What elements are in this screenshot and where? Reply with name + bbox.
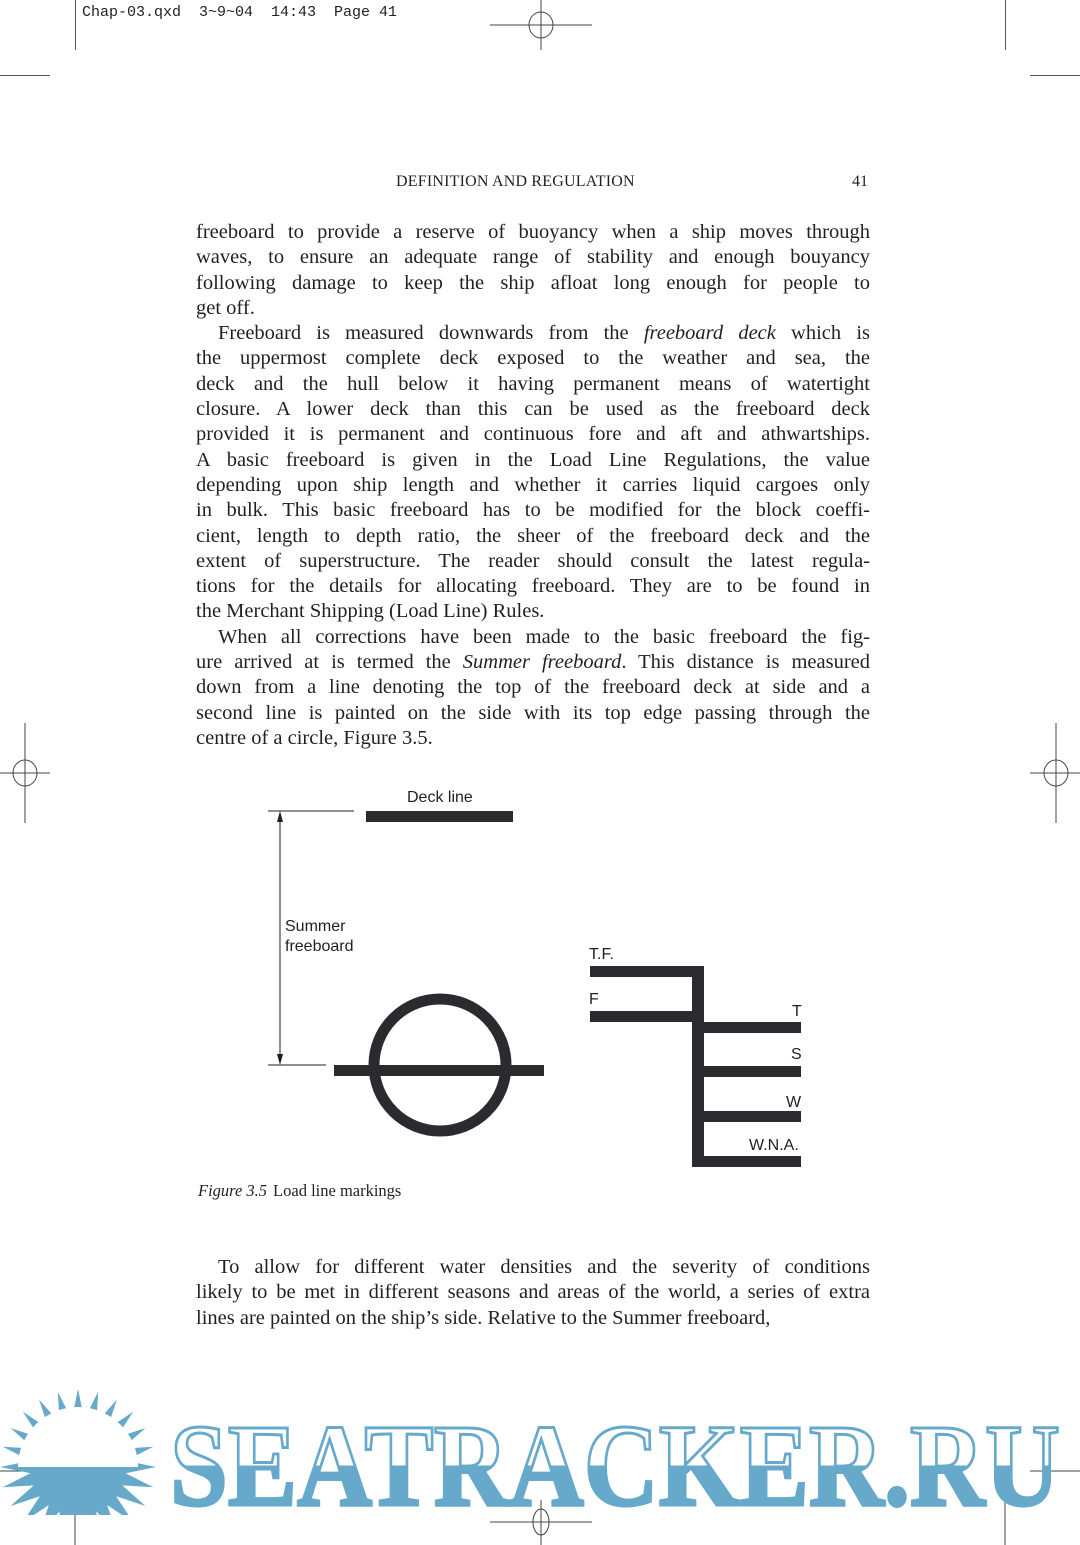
wna-label: W.N.A.: [749, 1137, 799, 1154]
f-line: [590, 1011, 693, 1022]
plimsoll-bar: [334, 1065, 544, 1076]
w-line: [692, 1111, 801, 1122]
watermark-logo: [0, 1385, 1080, 1515]
text-line: provided it is permanent and continuous fore and aft and athwartships.: [196, 423, 870, 446]
sun-icon: [0, 1389, 156, 1515]
summer-freeboard-label: freeboard: [285, 938, 354, 955]
tf-line: [590, 966, 704, 977]
s-line: [692, 1066, 801, 1077]
text-line: When all corrections have been made to the basic freeboard the fig-: [218, 625, 870, 648]
text-line: To allow for different water densities and the severity of conditions: [218, 1256, 870, 1278]
wna-line: [692, 1156, 801, 1167]
tf-label: T.F.: [589, 946, 614, 963]
text-line: the Merchant Shipping (Load Line) Rules.: [196, 600, 545, 623]
t-line: [692, 1022, 801, 1033]
w-label: W: [786, 1094, 802, 1111]
text-line: second line is painted on the side with its top edge passing through the: [196, 701, 870, 724]
text-line: the uppermost complete deck exposed to the weather and sea, the: [196, 347, 870, 370]
text-line: down from a line denoting the top of the freeboard deck at side and a: [196, 676, 870, 699]
running-head: DEFINITION AND REGULATION: [396, 173, 635, 190]
text-line: get off.: [196, 296, 255, 319]
deck-line-mark: [366, 811, 513, 822]
deck-line-label: Deck line: [407, 789, 473, 806]
text-line: Freeboard is measured downwards from the freeboard deck which is: [218, 322, 871, 345]
caption-label: Figure 3.5: [198, 1181, 268, 1200]
text-line: freeboard to provide a reserve of buoyancy when a ship moves through: [196, 221, 870, 243]
text-line: tions for the details for allocating freeboard. They are to be found in: [196, 575, 870, 598]
text-line: extent of superstructure. The reader should consult the latest regula-: [196, 549, 870, 572]
text-line: likely to be met in different seasons and areas of the world, a series of extra: [196, 1281, 870, 1304]
text-line: in bulk. This basic freeboard has to be modified for the block coeffi-: [196, 499, 870, 522]
text-line: deck and the hull below it having permanent means of watertight: [196, 372, 870, 395]
text-line: A basic freeboard is given in the Load Line Regulations, the value: [196, 448, 870, 471]
f-label: F: [589, 991, 599, 1008]
summer-freeboard-label: Summer: [285, 918, 346, 935]
text-line: waves, to ensure an adequate range of stability and enough bouyancy: [196, 246, 870, 269]
caption-text: Load line markings: [273, 1181, 402, 1200]
text-line: ure arrived at is termed the Summer freeboard. This distance is measured: [196, 651, 870, 674]
text-line: centre of a circle, Figure 3.5.: [196, 726, 433, 749]
t-label: T: [792, 1003, 802, 1020]
text-line: following damage to keep the ship afloat long enough for people to: [196, 271, 870, 294]
page-number: 41: [852, 173, 868, 190]
body-text-bottom: [196, 1255, 870, 1331]
file-slug: Chap-03.qxd 3~9~04 14:43 Page 41: [82, 4, 398, 21]
text-line: lines are painted on the ship’s side. Relative to the Summer freeboard,: [196, 1306, 771, 1329]
s-label: S: [791, 1046, 802, 1063]
svg-text:SEATRACKER.RU: SEATRACKER.RU: [170, 1400, 1060, 1515]
text-line: cient, length to depth ratio, the sheer of the freeboard deck and the: [196, 524, 870, 547]
figure-caption: [198, 1181, 401, 1201]
text-line: depending upon ship length and whether it carries liquid cargoes only: [196, 473, 870, 496]
text-line: closure. A lower deck than this can be used as the freeboard deck: [196, 398, 870, 421]
